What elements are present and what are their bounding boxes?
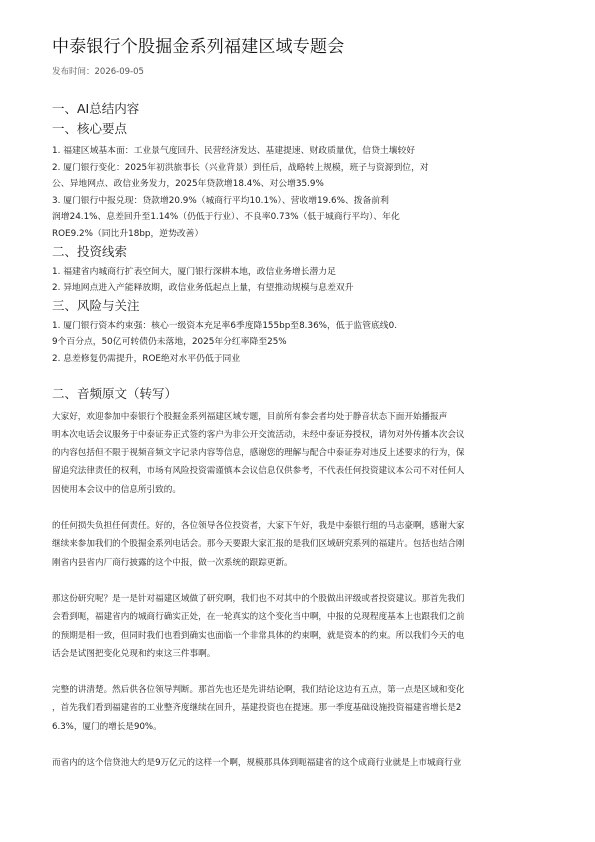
core-point-line: ROE9.2%（同比升18bp，逆势改善） — [52, 228, 204, 239]
investment-clue-line: 1. 福建省内城商行扩表空间大，厦门银行深耕本地，政信业务增长潜力足 — [52, 266, 336, 277]
risk-heading: 三、风险与关注 — [52, 297, 140, 313]
core-points-list — [52, 143, 552, 243]
risk-line: 1. 厦门银行资本约束强：核心一级资本充足率6季度降155bp至8.36%，低于监管底线0. — [52, 320, 397, 331]
core-point-line: 3. 厦门银行中报兑现：贷款增20.9%（城商行平均10.1%）、营收增19.6%、拨备前利 — [52, 195, 389, 206]
transcript-paragraph — [52, 754, 552, 772]
transcript-line: 的任何损失负担任何责任。好的，各位领导各位投资者，大家下午好，我是中泰银行组的马志豪啊，感谢大家 — [52, 521, 465, 532]
risk-line: 2. 息差修复仍需提升，ROE绝对水平仍低于同业 — [52, 353, 241, 364]
transcript-paragraph — [52, 681, 552, 736]
core-point-line: 公、异地网点、政信业务发力，2025年贷款增18.4%、对公增35.9% — [52, 179, 324, 190]
core-point-line: 2. 厦门银行变化：2025年初洪旅事长（兴业背景）到任后，战略转上规模，班子与资源到位，对 — [52, 162, 429, 173]
transcript-line: 刚省内县省内厂商行披露的这个中报，做一次系统的跟踪更新。 — [52, 557, 293, 568]
core-point-line: 1. 福建区域基本面：工业景气度回升、民营经济发达、基建提速、财政质量优，信贷土壤较好 — [52, 146, 416, 156]
risk-line: 9个百分点，50亿可转债仍未落地，2025年分红率降至25% — [52, 337, 287, 348]
transcript-line: 而省内的这个信贷池大约是9万亿元的这样一个啊，规模那具体到呃福建省的这个成商行业就是上市城商行业 — [52, 757, 462, 768]
transcript-line: 继续来参加我们的个股掘金系列电话会。那今天要跟大家汇报的是我们区域研究系列的福建片。包括也结合刚 — [52, 539, 465, 550]
transcript-paragraph — [52, 517, 552, 572]
investment-clues-heading: 二、投资线索 — [52, 243, 128, 259]
core-points-heading: 一、核心要点 — [52, 121, 128, 136]
transcript-line: 话会是试图把变化兑现和约束这三件事啊。 — [52, 648, 216, 659]
transcript-line: 的内容包括但不限于视频音频文字记录内容等信息，感谢您的理解与配合中泰证券对违反上述要求的行为，保 — [52, 448, 465, 459]
investment-clues-list — [52, 264, 552, 297]
transcript-paragraph — [52, 408, 552, 499]
transcript-heading: 二、音频原文（转写） — [52, 385, 178, 401]
risk-list — [52, 318, 552, 368]
core-point-line: 润增24.1%、息差回升至1.14%（仍低于行业）、不良率0.73%（低于城商行平均）、年化 — [52, 212, 400, 223]
transcript-line: 完整的讲清楚。然后供各位领导判断。那首先也还是先讲结论啊，我们结论这边有五点，第一点是区域和变化 — [52, 685, 465, 696]
transcript-line: 因使用本会议中的信息所引致的。 — [52, 484, 181, 495]
transcript-line: 明本次电话会议服务于中泰证券正式签约客户为非公开交流活动，未经中泰证券授权，请勿对外传播本次会议 — [52, 429, 465, 440]
transcript-line: 6.3%，厦门的增长是90%。 — [52, 721, 162, 732]
transcript-line: 大家好，欢迎参加中泰银行个股掘金系列福建区域专题，目前所有参会者均处于静音状态下面开始播报声 — [52, 411, 448, 422]
transcript-paragraph — [52, 590, 552, 663]
transcript-line: 留追究法律责任的权利，市场有风险投资需谨慎本会议信息仅供参考，不代表任何投资建议本公司不对任何人 — [52, 466, 465, 477]
publish-date: 发布时间：2026-09-05 — [52, 67, 144, 77]
investment-clue-line: 2. 异地网点进入产能释放期，政信业务低起点上量，有望推动规模与息差双升 — [52, 283, 354, 294]
page-title: 中泰银行个股掘金系列福建区域专题会 — [52, 37, 345, 57]
transcript-line: ，首先我们看到福建省的工业整齐度继续在回升，基建投资也在提速。那一季度基础设施投资福建省增长是2 — [52, 703, 462, 714]
transcript-line: 会看到呃，福建省内的城商行确实正处，在一轮真实的这个变化当中啊，中报的兑现程度基本上也跟我们之前 — [52, 612, 465, 623]
transcript-line: 的预期是相一致，但同时我们也看到确实也面临一个非常具体的约束啊，就是资本的约束。所以我们今天的电 — [52, 630, 465, 641]
transcript-line: 那这份研究呢？是一是针对福建区域做了研究啊，我们也不对其中的个股做出评级或者投资建议。那首先我们 — [52, 593, 465, 604]
ai-summary-heading: 一、AI总结内容 — [52, 101, 140, 116]
report-content — [52, 34, 552, 772]
